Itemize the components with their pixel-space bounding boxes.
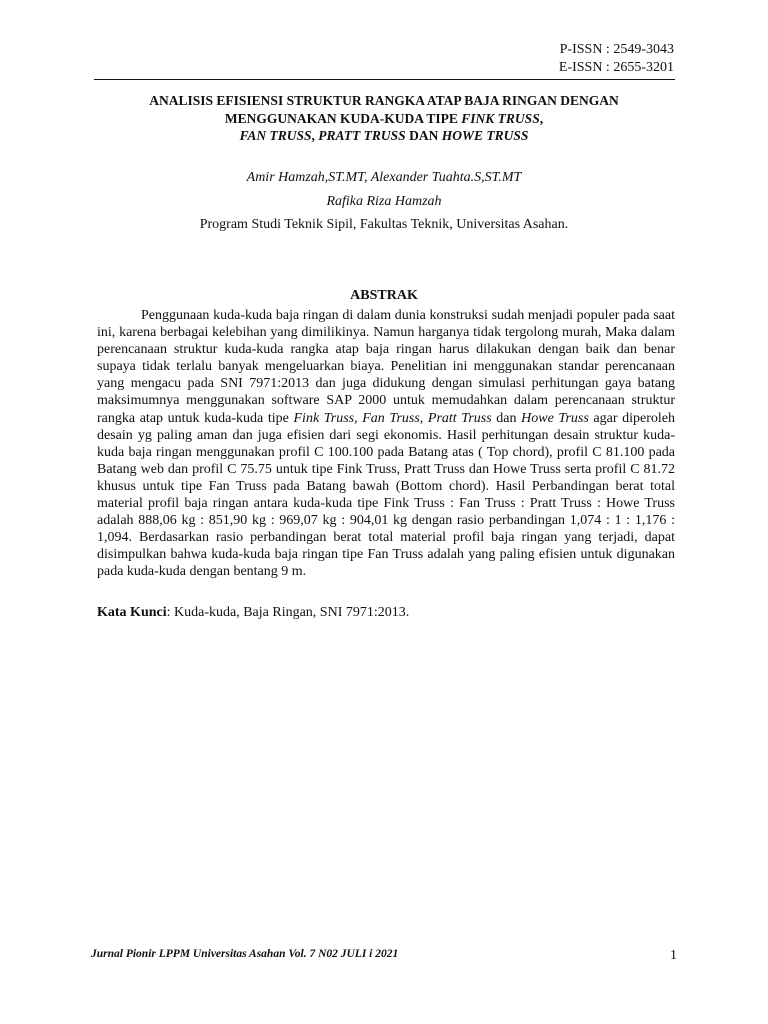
issn-block [559, 41, 674, 77]
keywords [97, 604, 675, 621]
title-line-2-suffix: , [539, 110, 544, 126]
title-line-3 [84, 127, 684, 145]
abstract-body [97, 307, 675, 581]
title-howe-truss: HOWE TRUSS [441, 128, 529, 143]
header-rule [94, 79, 675, 80]
abstract-italic-1: Fink Truss, Fan Truss, Pratt Truss [293, 410, 492, 426]
abstract-heading: ABSTRAK [350, 288, 418, 303]
abstract-part-2: dan [491, 410, 522, 426]
title-line-2 [84, 110, 684, 128]
title-pratt-truss: PRATT TRUSS [318, 128, 406, 143]
title-line-2-prefix: MENGGUNAKAN KUDA-KUDA TIPE [224, 110, 462, 126]
authors [84, 166, 684, 214]
p-issn: P-ISSN : 2549-3043 [559, 42, 674, 57]
keywords-label: Kata Kunci [97, 605, 167, 620]
title-and: DAN [405, 128, 442, 143]
page-number: 1 [670, 948, 677, 963]
abstract-part-1: Penggunaan kuda-kuda baja ringan di dalam dunia konstruksi sudah menjadi populer pada saat ini, karena berbagai kelebihan yang dimilikinya. Namun harganya tidak tergolong murah, Maka dalam perencanaan struktur kuda-kuda rangka atap baja ringan harus dilakukan dengan baik dan benar supaya tidak terlalu banyak mengeluarkan biaya. Penelitian ini menggunakan standar perencanaan yang mengacu pada SNI 7971:2013 dan juga didukung dengan simulasi perhitungan gaya batang maksimumnya menggunakan software SAP 2000 untuk memudahkan dalam perencanaan struktur rangka atap untuk kuda-kuda tipe [97, 308, 675, 426]
journal-footer: Jurnal Pionir LPPM Universitas Asahan Vol. 7 N02 JULI i 2021 [91, 948, 399, 960]
title-sep: , [311, 128, 319, 143]
paper-title [84, 92, 684, 145]
authors-line-1: Amir Hamzah,ST.MT, Alexander Tuahta.S,ST.MT [246, 170, 522, 185]
keywords-text: : Kuda-kuda, Baja Ringan, SNI 7971:2013. [166, 605, 410, 620]
abstract-part-3: agar diperoleh desain yg paling aman dan juga efisien dari segi ekonomis. Hasil perhitungan desain struktur kuda-kuda baja ringan menggunakan profil C 100.100 pada Batang atas ( Top chord), profil C 81.100 pada Batang web dan profil C 75.75 untuk tipe Fink Truss, Pratt Truss dan Howe Truss serta profil C 81.72 khusus untuk tipe Fan Truss pada Batang bawah (Bottom chord). Hasil Perbandingan berat total material profil baja ringan antara kuda-kuda tipe Fink Truss : Fan Truss : Pratt Truss : Howe Truss adalah 888,06 kg : 851,90 kg : 969,07 kg : 904,01 kg dengan rasio perbandingan 1,074 : 1 : 1,176 : 1,094. Berdasarkan rasio perbandingan berat total material profil baja ringan yang terjadi, dapat disimpulkan bahwa kuda-kuda baja ringan tipe Fan Truss adalah yang paling efisien untuk digunakan pada kuda-kuda dengan bentang 9 m. [97, 410, 675, 580]
title-line-1: ANALISIS EFISIENSI STRUKTUR RANGKA ATAP BAJA RINGAN DENGAN [149, 93, 619, 108]
authors-line-2: Rafika Riza Hamzah [326, 194, 442, 209]
abstract-italic-2: Howe Truss [521, 410, 589, 426]
title-fink-truss: FINK TRUSS [461, 110, 540, 126]
e-issn: E-ISSN : 2655-3201 [558, 60, 674, 75]
title-fan-truss: FAN TRUSS [239, 128, 312, 143]
affiliation: Program Studi Teknik Sipil, Fakultas Teknik, Universitas Asahan. [199, 217, 569, 232]
